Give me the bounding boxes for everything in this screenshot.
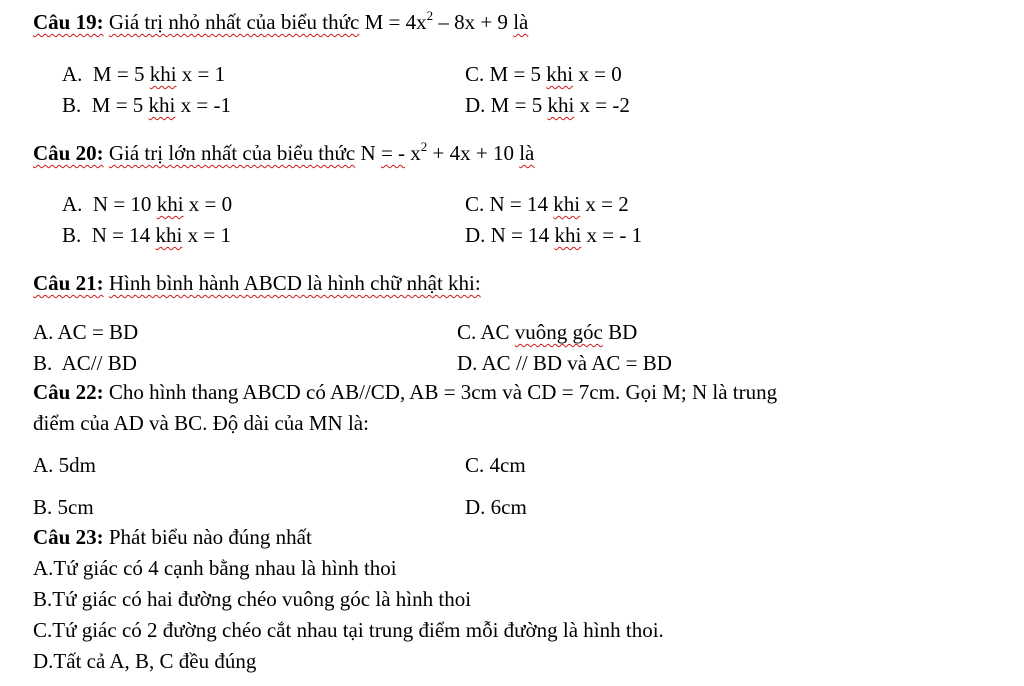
question-21-label: Câu 21:: [33, 271, 104, 295]
question-23-option-a[interactable]: A.Tứ giác có 4 cạnh bằng nhau là hình thoi: [33, 556, 397, 580]
question-19-option-a[interactable]: A. M = 5 khi x = 1: [62, 62, 226, 86]
question-22-label: Câu 22:: [33, 380, 104, 404]
question-23-option-d[interactable]: D.Tất cả A, B, C đều đúng: [33, 649, 257, 673]
question-21-stem: [33, 273, 481, 294]
question-22-stem-line-1: [33, 382, 777, 403]
question-21-option-a[interactable]: A. AC = BD: [33, 320, 139, 344]
question-22-stem-line-2: điểm của AD và BC. Độ dài của MN là:: [33, 411, 369, 435]
question-23-option-c[interactable]: C.Tứ giác có 2 đường chéo cắt nhau tại trung điểm mỗi đường là hình thoi.: [33, 618, 664, 642]
question-20-stem: [33, 139, 535, 165]
question-22-option-a[interactable]: A. 5dm: [33, 453, 97, 477]
question-20-option-c[interactable]: C. N = 14 khi x = 2: [465, 192, 629, 216]
question-19-ending: là: [513, 10, 529, 34]
question-21-option-c[interactable]: C. AC vuông góc BD: [457, 320, 638, 344]
question-22-option-b[interactable]: B. 5cm: [33, 495, 94, 519]
question-23-stem: [33, 527, 312, 548]
question-19-option-d[interactable]: D. M = 5 khi x = -2: [465, 93, 630, 117]
question-20-option-d[interactable]: D. N = 14 khi x = - 1: [465, 223, 643, 247]
question-19-label: Câu 19:: [33, 10, 104, 34]
question-21-option-d[interactable]: D. AC // BD và AC = BD: [457, 351, 672, 375]
question-21-option-b[interactable]: B. AC// BD: [33, 351, 137, 375]
question-22-option-d[interactable]: D. 6cm: [465, 495, 527, 519]
question-20-expression: N = - $x^2 + 4x + 10$: [360, 139, 514, 165]
question-20-option-b[interactable]: B. N = 14 khi x = 1: [62, 223, 231, 247]
question-20-option-a[interactable]: A. N = 10 khi x = 0: [62, 192, 233, 216]
question-19-text: Giá trị nhỏ nhất của biểu thức: [108, 10, 360, 34]
question-20-ending: là: [519, 141, 535, 165]
question-19-option-c[interactable]: C. M = 5 khi x = 0: [465, 62, 622, 86]
question-19-stem: [33, 8, 529, 34]
question-22-text: Cho hình thang ABCD có AB//CD, AB = 3cm và CD = 7cm. Gọi M; N là trung: [108, 380, 778, 404]
question-23-text: Phát biểu nào đúng nhất: [108, 525, 312, 549]
question-23-label: Câu 23:: [33, 525, 104, 549]
question-19-expression: $M = 4x^2 - 8x + 9$: [364, 8, 508, 34]
question-19-option-b[interactable]: B. M = 5 khi x = -1: [62, 93, 231, 117]
question-22-option-c[interactable]: C. 4cm: [465, 453, 526, 477]
question-21-text: Hình bình hành ABCD là hình chữ nhật khi:: [108, 271, 481, 295]
question-23-option-b[interactable]: B.Tứ giác có hai đường chéo vuông góc là hình thoi: [33, 587, 472, 611]
question-20-text: Giá trị lớn nhất của biểu thức: [108, 141, 356, 165]
question-20-label: Câu 20:: [33, 141, 104, 165]
